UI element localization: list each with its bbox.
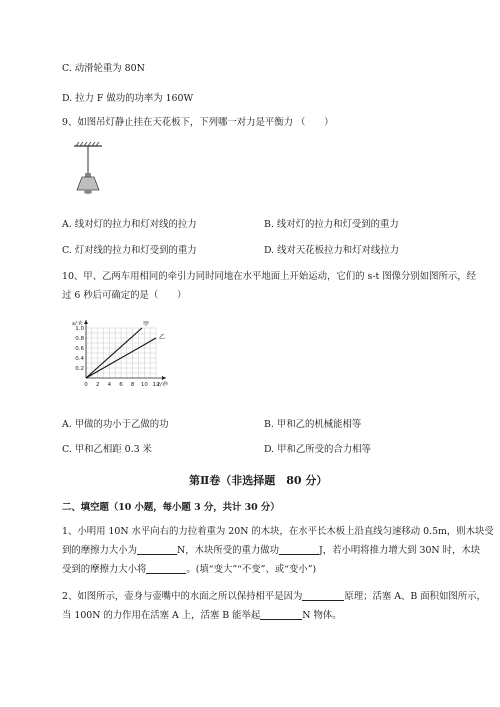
fill1-line2: [62, 544, 480, 557]
part-title: 二、填空题（10 小题，每小题 3 分，共计 30 分）: [62, 502, 280, 513]
q9-stem: 9、如图吊灯静止挂在天花板下，下列哪一对力是平衡力 （ ）: [62, 117, 334, 128]
x-axis-arrow: [162, 376, 166, 380]
q10-stem-line1: 10、甲、乙两车用相同的牵引力同时同地在水平地面上开始运动，它们的 s-t 图像分别如图所示，经: [62, 271, 477, 282]
series-label: 乙: [159, 334, 166, 341]
answer-blank-4[interactable]: [302, 590, 344, 601]
q8-option-c: C. 动滑轮重为 80N: [62, 63, 145, 74]
fill1-text-b: N，木块所受的重力做功: [177, 545, 279, 556]
fill2-line2: [62, 609, 342, 622]
lamp-cap: [85, 173, 91, 177]
lamp-bulb: [84, 190, 92, 194]
y-tick-label: 0.2: [75, 366, 84, 372]
lamp-shade: [77, 177, 99, 190]
q9-option-b: B. 线对灯的拉力和灯受到的重力: [264, 219, 399, 230]
y-tick-label: 0.8: [75, 336, 84, 342]
q10-option-a: A. 甲做的功小于乙做的功: [62, 419, 169, 430]
series-label: 甲: [143, 321, 150, 328]
answer-blank-5[interactable]: [260, 609, 302, 620]
fill1-line1: 1、小明用 10N 水平向右的力拉着重为 20N 的木块，在水平长木板上沿直线匀速移动 0.5m，则木块受: [62, 526, 494, 537]
fill2-text-a: 2、如图所示，壶身与壶嘴中的水面之所以保持相平是因为: [62, 591, 303, 602]
x-tick-label: 12: [152, 382, 160, 388]
y-tick-label: 0.6: [75, 346, 84, 352]
q10-stem-line2: 过 6 秒后可确定的是（ ）: [62, 290, 187, 301]
q8-option-d: D. 拉力 F 做功的功率为 160W: [62, 93, 194, 104]
fill1-text-e: 。(填“变大”“不变”、或“变小”): [186, 564, 317, 575]
q10-option-b: B. 甲和乙的机械能相等: [264, 419, 362, 430]
s-t-chart: [64, 318, 184, 390]
fill1-text-a: 到的摩擦力大小为: [62, 545, 138, 556]
y-tick-label: 1.0: [75, 326, 84, 332]
q10-option-d: D. 甲和乙所受的合力相等: [264, 444, 371, 455]
q10-option-c: C. 甲和乙相距 0.3 米: [62, 444, 152, 455]
x-tick-label: 8: [130, 382, 135, 388]
x-tick-label: 0: [84, 382, 88, 388]
answer-blank-2[interactable]: [279, 544, 319, 555]
ceiling-hatch: [74, 142, 102, 146]
x-tick-label: 6: [119, 382, 123, 388]
fill2-line1: [62, 590, 486, 603]
fill2-text-b: 原理；活塞 A、B 面积如图所示，: [344, 591, 486, 602]
fill1-text-d: 受到的摩擦力大小将: [62, 564, 147, 575]
section-title: 第Ⅱ卷（非选择题 80 分）: [189, 474, 328, 487]
q9-option-d: D. 线对天花板拉力和灯对线拉力: [264, 245, 400, 256]
q9-option-a: A. 线对灯的拉力和灯对线的拉力: [62, 219, 197, 230]
y-tick-label: 0.4: [75, 356, 84, 362]
q9-option-c: C. 灯对线的拉力和灯受到的重力: [62, 245, 197, 256]
x-tick-label: 2: [95, 382, 100, 388]
answer-blank-1[interactable]: [137, 544, 177, 555]
answer-blank-3[interactable]: [146, 563, 186, 574]
x-tick-label: 4: [107, 382, 112, 388]
fill1-text-c: J，若小明将推力增大到 30N 时，木块: [318, 545, 481, 556]
y-axis-label: s/米: [72, 321, 83, 327]
fill2-text-d: N 物体。: [302, 610, 342, 621]
y-axis-arrow: [84, 320, 88, 324]
x-tick-label: 10: [140, 382, 148, 388]
fill2-text-c: 当 100N 的力作用在活塞 A 上，活塞 B 能举起: [62, 610, 261, 621]
fill1-line3: [62, 563, 316, 576]
x-axis-label: t/秒: [158, 382, 168, 388]
hanging-lamp-figure: [68, 140, 108, 200]
